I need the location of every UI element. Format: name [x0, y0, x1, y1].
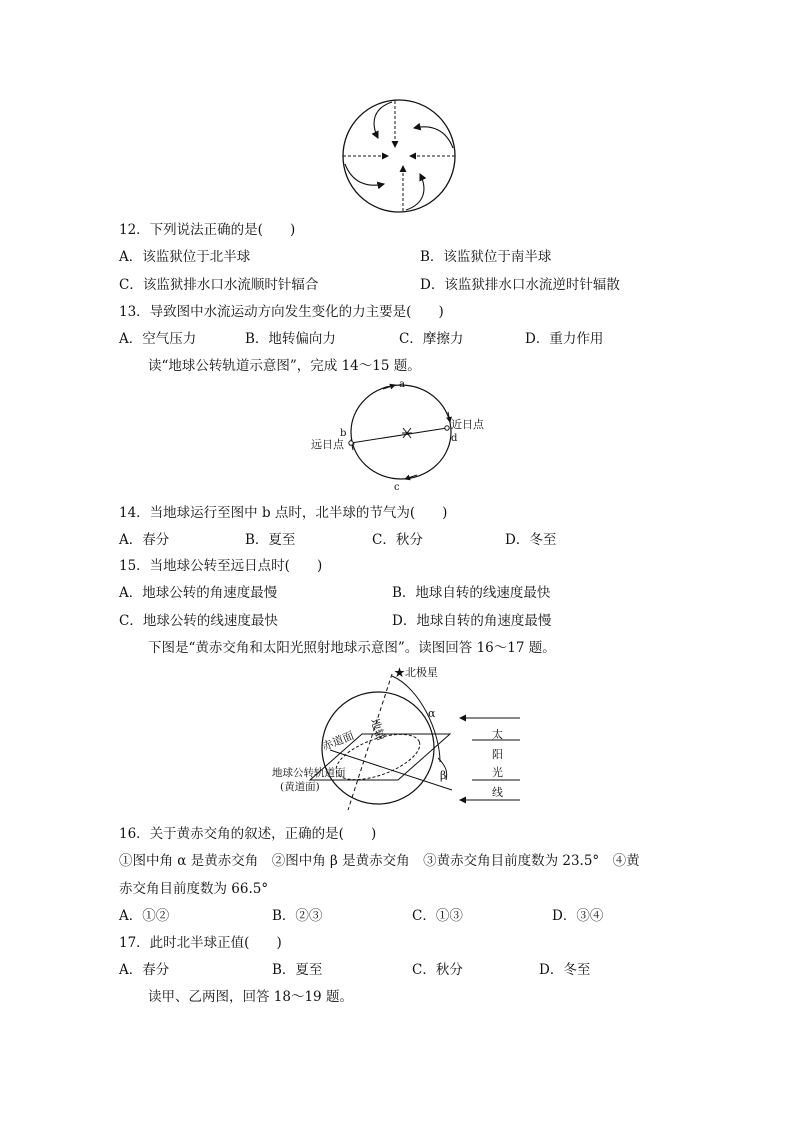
q12-option-c[interactable]: C．该监狱排水口水流顺时针辐合	[119, 277, 319, 293]
q15-stem: 15．当地球公转至远日点时( )	[119, 558, 323, 574]
q16-option-c[interactable]: C．①③	[412, 908, 463, 924]
orbit-label-c: c	[394, 482, 400, 493]
sunlight-char-4: 线	[492, 786, 503, 799]
q13-option-b[interactable]: B．地转偏向力	[245, 331, 336, 347]
equator-plane-label: 赤道面	[320, 728, 356, 754]
orbit-diagram	[305, 378, 495, 493]
q15-option-b[interactable]: B．地球自转的线速度最快	[392, 585, 551, 601]
q13-option-c[interactable]: C．摩擦力	[399, 331, 464, 347]
sunlight-char-1: 太	[492, 728, 503, 741]
sunlight-char-3: 光	[492, 766, 503, 779]
q16-stem: 16．关于黄赤交角的叙述，正确的是( )	[119, 826, 377, 842]
orbit-label-a: a	[399, 379, 405, 390]
aphelion-label: 远日点	[311, 438, 344, 451]
q12-option-b[interactable]: B．该监狱位于南半球	[420, 249, 552, 265]
intro-14-15: 读“地球公转轨道示意图”，完成 14～15 题。	[148, 358, 421, 374]
q17-option-d[interactable]: D．冬至	[539, 962, 591, 978]
q13-option-a[interactable]: A．空气压力	[119, 331, 197, 347]
orbit-plane-label: 地球公转轨道面	[272, 767, 346, 779]
q17-option-a[interactable]: A．春分	[119, 962, 170, 978]
perihelion-label: 近日点	[451, 418, 484, 431]
q17-option-c[interactable]: C．秋分	[412, 962, 463, 978]
intro-16-17: 下图是“黄赤交角和太阳光照射地球示意图”。读图回答 16～17 题。	[148, 640, 556, 656]
q16-option-b[interactable]: B．②③	[272, 908, 323, 924]
drain-flow-diagram	[340, 98, 460, 214]
q14-stem: 14．当地球运行至图中 b 点时，北半球的节气为( )	[119, 505, 448, 521]
q14-option-a[interactable]: A．春分	[119, 532, 170, 548]
orbit-label-d: d	[451, 433, 458, 444]
axis-label: 地轴	[367, 716, 388, 742]
q16-option-a[interactable]: A．①②	[119, 908, 170, 924]
q14-option-b[interactable]: B．夏至	[245, 532, 296, 548]
q16-statements-line2: 赤交角目前度数为 66.5°	[119, 881, 269, 897]
polaris-label: ★北极星	[394, 666, 438, 679]
orbit-label-b: b	[340, 428, 347, 439]
q15-option-a[interactable]: A．地球公转的角速度最慢	[119, 585, 278, 601]
alpha-label: α	[428, 707, 436, 720]
ecliptic-label: (黄道面)	[280, 781, 320, 793]
q12-option-a[interactable]: A．该监狱位于北半球	[119, 249, 251, 265]
intro-18-19: 读甲、乙两图，回答 18～19 题。	[148, 989, 353, 1005]
q12-stem: 12．下列说法正确的是( )	[119, 222, 296, 238]
q17-option-b[interactable]: B．夏至	[272, 962, 323, 978]
q16-option-d[interactable]: D．③④	[552, 908, 604, 924]
q17-stem: 17．此时北半球正值( )	[119, 935, 282, 951]
beta-label: β	[440, 769, 447, 782]
q15-option-c[interactable]: C．地球公转的线速度最快	[119, 613, 278, 629]
q14-option-c[interactable]: C．秋分	[372, 532, 423, 548]
q16-statements-line1: ①图中角 α 是黄赤交角 ②图中角 β 是黄赤交角 ③黄赤交角目前度数为 23.5° ④黄	[119, 853, 640, 869]
q13-option-d[interactable]: D．重力作用	[525, 331, 604, 347]
obliquity-diagram	[270, 662, 530, 812]
q12-option-d[interactable]: D．该监狱排水口水流逆时针辐散	[420, 277, 620, 293]
q15-option-d[interactable]: D．地球自转的角速度最慢	[392, 613, 552, 629]
q14-option-d[interactable]: D．冬至	[505, 532, 557, 548]
q13-stem: 13．导致图中水流运动方向发生变化的力主要是( )	[119, 304, 444, 320]
sunlight-char-2: 阳	[492, 748, 503, 761]
